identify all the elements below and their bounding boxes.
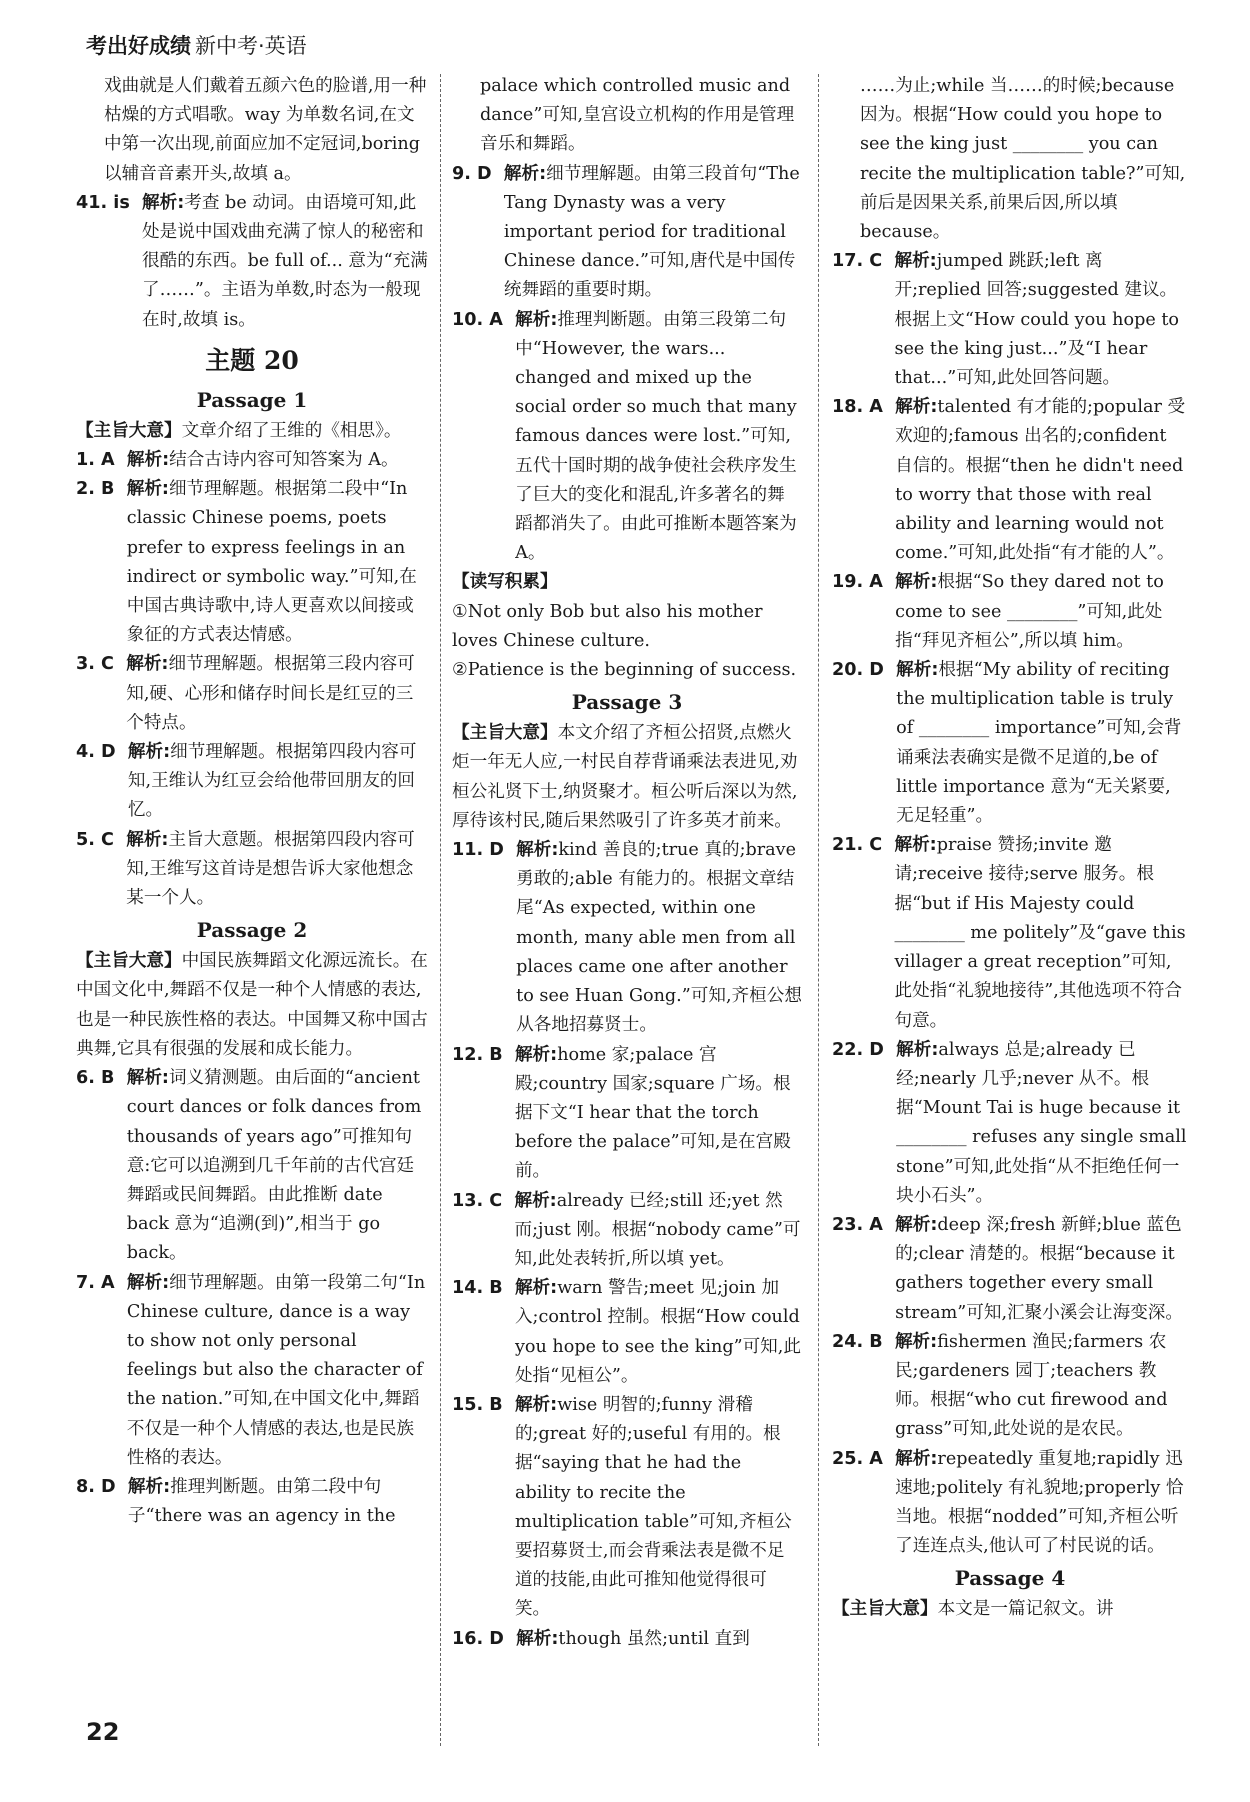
answer-number: 19. A (832, 572, 896, 593)
answer-number: 4. D (76, 742, 128, 763)
answer-body (896, 1036, 1188, 1211)
answer-item (452, 1041, 802, 1187)
summary-label: 【主旨大意】 (452, 723, 558, 744)
answer-body (895, 1328, 1188, 1445)
summary-text: 文章介绍了王维的《相思》。 (181, 420, 402, 441)
answer-number: 10. A (452, 309, 516, 330)
analysis-label: 解析: (895, 572, 938, 593)
answer-item (76, 189, 428, 335)
answer-body (895, 1445, 1188, 1562)
summary-text: 本文介绍了齐桓公招贤,点燃火炬一年无人应,一村民自荐背诵乘法表进见,劝桓公礼贤下士,纳贤聚才。桓公听后深以为然,厚待该村民,随后果然吸引了许多英才前来。 (452, 723, 798, 831)
column-middle (452, 72, 802, 1654)
answer-text: deep 深;fresh 新鲜;blue 蓝色的;clear 清楚的。根据“because it gathers together every small stream”可知,汇聚小溪会让海变深。 (895, 1214, 1183, 1323)
answer-number: 41. is (76, 192, 143, 213)
answer-number: 24. B (832, 1331, 895, 1352)
answer-text: 细节理解题。由第一段第二句“In Chinese culture, dance is a way to show not only personal feelings but also the character of the nation.”可知,在中国文化中,舞蹈不仅是一种个人情感的表达,也是民族性格的表达。 (126, 1272, 426, 1468)
analysis-label: 解析: (126, 479, 169, 500)
analysis-label: 解析: (894, 1331, 938, 1352)
analysis-label: 解析: (126, 1272, 170, 1293)
answer-number: 15. B (452, 1394, 515, 1415)
answer-text: already 已经;still 还;yet 然而;just 刚。根据“nobody came”可知,此处表转折,所以填 yet。 (514, 1190, 801, 1269)
summary-block (452, 719, 802, 836)
answer-item (832, 568, 1188, 656)
answer-body (126, 826, 428, 914)
analysis-label: 解析: (126, 654, 169, 675)
summary-block (76, 417, 428, 446)
continued-text: ……为止;while 当……的时候;because 因为。根据“How could you hope to see the king just ________ you can recite the multiplication table?”可知,前后是因果关系,前果后因,所以填 because。 (860, 76, 1186, 243)
analysis-label: 解析: (896, 660, 939, 681)
answer-number: 22. D (832, 1039, 897, 1060)
analysis-label: 解析: (516, 1628, 559, 1649)
analysis-label: 解析: (503, 163, 547, 184)
answer-item (452, 1391, 802, 1625)
answer-text: 推理判断题。由第三段第二句中“However, the wars... changed and mixed up the social order so much that many famous dances were lost.”可知,五代十国时期的战争使社会秩序发生了巨大的变化和混乱,许多著名的舞蹈都消失了。由此可推断本题答案为 A。 (515, 309, 797, 564)
answer-text: 词义猜测题。由后面的“ancient court dances or folk dances from thousands of years ago”可推知句意:它可以追溯到几千年前的古代宫廷舞蹈或民间舞蹈。由此推断 date back 意为“追溯(到)”,相当于 go back。 (126, 1068, 422, 1264)
analysis-label: 解析: (516, 840, 559, 861)
answer-text: warn 警告;meet 见;join 加入;control 控制。根据“How could you hope to see the king”可知,此处指“见桓公”。 (514, 1278, 801, 1386)
answer-number: 3. C (76, 654, 127, 675)
answer-body (896, 656, 1188, 831)
column-divider (818, 74, 819, 1746)
answer-text: 考查 be 动词。由语境可知,此处是说中国戏曲充满了惊人的秘密和很酷的东西。be full of... 意为“充满了……”。主语为单数,时态为一般现在时,故填 is。 (142, 192, 428, 330)
answer-text: repeatedly 重复地;rapidly 迅速地;politely 有礼貌地;properly 恰当地。根据“nodded”可知,齐桓公听了连连点头,他认可了村民说的话。 (895, 1448, 1184, 1557)
answer-number: 18. A (832, 397, 896, 418)
answer-item (76, 1064, 428, 1268)
answer-number: 17. C (832, 251, 895, 272)
analysis-label: 解析: (126, 450, 170, 471)
analysis-label: 解析: (514, 1278, 558, 1299)
header-brand: 考出好成绩 (86, 34, 191, 58)
analysis-label: 解析: (127, 1476, 171, 1497)
summary-text: 本文是一篇记叙文。讲 (937, 1599, 1114, 1620)
answer-item (76, 738, 428, 826)
summary-label: 【读写积累】 (452, 572, 558, 593)
summary-label: 【主旨大意】 (832, 1599, 938, 1620)
analysis-label: 解析: (126, 829, 169, 850)
continued-text: palace which controlled music and dance”可知,皇宫设立机构的作用是管理音乐和舞蹈。 (480, 76, 795, 155)
passage-heading: Passage 1 (196, 387, 308, 412)
answer-body (895, 393, 1188, 568)
answer-text: praise 赞扬;invite 邀请;receive 接待;serve 服务。根据“but if His Majesty could ________ me politely”及“gave this villager a great reception”可知,此处指“礼貌地接待”,其他选项不符合句意。 (894, 835, 1186, 1031)
answer-body (514, 1187, 802, 1275)
summary-block (452, 568, 802, 597)
answer-text: 推理判断题。由第二段中句子“there was an agency in the (127, 1476, 396, 1527)
analysis-label: 解析: (514, 1190, 557, 1211)
summary-label: 【主旨大意】 (76, 420, 182, 441)
answer-text: wise 明智的;funny 滑稽的;great 好的;useful 有用的。根据“saying that he had the ability to recite the multiplication table”可知,齐桓公要招募贤士,而会背乘法表是微不足道的技能,由此可推知他觉得很可笑。 (514, 1394, 792, 1620)
answer-text: jumped 跳跃;left 离开;replied 回答;suggested 建议。根据上文“How could you hope to see the king just...”及“I hear that...”可知,此处回答问题。 (894, 251, 1179, 389)
answer-body (515, 1041, 802, 1187)
answer-body (127, 1269, 428, 1473)
answer-item (76, 826, 428, 914)
analysis-label: 解析: (895, 397, 938, 418)
answer-item (452, 1625, 802, 1654)
analysis-label: 解析: (127, 742, 171, 763)
answer-text: 细节理解题。由第三段首句“The Tang Dynasty was a very important period for traditional Chinese dance.”可知,唐代是中国传统舞蹈的重要时期。 (503, 163, 800, 301)
answer-number: 2. B (76, 479, 127, 500)
answer-text: 细节理解题。根据第二段中“In classic Chinese poems, poets prefer to express feelings in an indirect or symbolic way.”可知,在中国古典诗歌中,诗人更喜欢以间接或象征的方式表达情感。 (126, 479, 417, 646)
analysis-label: 解析: (895, 1448, 938, 1469)
answer-body (127, 475, 428, 650)
answer-text: kind 善良的;true 真的;brave 勇敢的;able 有能力的。根据文章结尾“As expected, within one month, many able men from all places came one after another to see Huan Gong.”可知,齐桓公想从各地招募贤士。 (516, 840, 802, 1036)
answer-body (128, 1473, 428, 1531)
answer-item (832, 247, 1188, 393)
column-divider (440, 74, 441, 1746)
answer-item (76, 650, 428, 738)
column-left (76, 72, 428, 1531)
answer-item (832, 1445, 1188, 1562)
analysis-label: 解析: (894, 835, 937, 856)
answer-text: fishermen 渔民;farmers 农民;gardeners 园丁;teachers 教师。根据“who cut firewood and grass”可知,此处说的是农民。 (894, 1331, 1168, 1440)
answer-item (832, 1328, 1188, 1445)
summary-block (832, 1595, 1188, 1624)
answer-number: 5. C (76, 829, 127, 850)
analysis-label: 解析: (894, 251, 937, 272)
answer-text: 根据“So they dared not to come to see ________”可知,此处指“拜见齐桓公”,所以填 him。 (895, 572, 1164, 651)
answer-body (894, 831, 1188, 1035)
answer-item (452, 160, 802, 306)
answer-body (127, 1064, 428, 1268)
answer-item (452, 1187, 802, 1275)
summary-label: 【主旨大意】 (76, 951, 182, 972)
answer-item (76, 446, 428, 475)
analysis-label: 解析: (126, 1068, 169, 1089)
answer-number: 6. B (76, 1068, 127, 1089)
answer-body (142, 189, 428, 335)
column-right (832, 72, 1188, 1625)
answer-item (452, 306, 802, 569)
answer-number: 9. D (452, 163, 504, 184)
answer-number: 11. D (452, 840, 517, 861)
answer-number: 1. A (76, 450, 127, 471)
analysis-label: 解析: (895, 1214, 938, 1235)
answer-body (515, 1274, 802, 1391)
answer-text: always 总是;already 已经;nearly 几乎;never 从不。根据“Mount Tai is huge because it ________ refuses any single small stone”可知,此处指“从不拒绝任何一块小石头”。 (896, 1039, 1187, 1206)
answer-text: 细节理解题。根据第四段内容可知,王维认为红豆会给他带回朋友的回忆。 (127, 742, 417, 821)
page-header (86, 30, 307, 60)
answer-number: 7. A (76, 1272, 127, 1293)
answer-number: 8. D (76, 1476, 128, 1497)
passage-heading: Passage 3 (571, 690, 683, 715)
continued-text: 戏曲就是人们戴着五颜六色的脸谱,用一种枯燥的方式唱歌。way 为单数名词,在文中第一次出现,前面应加不定冠词,boring 以辅音音素开头,故填 a。 (104, 76, 427, 184)
analysis-label: 解析: (514, 1044, 558, 1065)
answer-text: 根据“My ability of reciting the multiplication table is truly of ________ importance”可知,会背诵乘法表确实是微不足道的,be of little importance 意为“无关紧要,无足轻重”。 (896, 660, 1182, 827)
answer-text: talented 有才能的;popular 受欢迎的;famous 出名的;confident 自信的。根据“then he didn't need to worry that those with real ability and learning would not come.”可知,此处指“有才能的人”。 (895, 397, 1186, 564)
answer-item (76, 1269, 428, 1473)
answer-item (452, 1274, 802, 1391)
answer-number: 21. C (832, 835, 895, 856)
answer-number: 20. D (832, 660, 897, 681)
plain-text: ②Patience is the beginning of success. (452, 660, 797, 681)
answer-body (516, 1625, 802, 1654)
passage-heading: Passage 4 (954, 1566, 1066, 1591)
answer-text: 细节理解题。根据第三段内容可知,硬、心形和储存时间长是红豆的三个特点。 (126, 654, 415, 733)
answer-body (894, 247, 1188, 393)
answer-body (128, 738, 428, 826)
summary-text: 中国民族舞蹈文化源远流长。在中国文化中,舞蹈不仅是一种个人情感的表达,也是一种民族性格的表达。中国舞又称中国古典舞,它具有很强的发展和成长能力。 (76, 951, 428, 1059)
answer-number: 23. A (832, 1214, 896, 1235)
answer-item (832, 1036, 1188, 1211)
answer-body (895, 568, 1188, 656)
answer-item (832, 831, 1188, 1035)
answer-number: 13. C (452, 1190, 515, 1211)
answer-body (126, 650, 428, 738)
answer-item (832, 656, 1188, 831)
answer-body (516, 836, 802, 1040)
analysis-label: 解析: (514, 1394, 558, 1415)
answer-body (504, 160, 802, 306)
answer-text: 结合古诗内容可知答案为 A。 (169, 450, 399, 471)
header-subtitle: 新中考·英语 (195, 34, 307, 58)
answer-body (127, 446, 428, 475)
answer-number: 14. B (452, 1278, 515, 1299)
answer-body (895, 1211, 1188, 1328)
summary-block (76, 947, 428, 1064)
answer-number: 12. B (452, 1044, 515, 1065)
answer-text: 主旨大意题。根据第四段内容可知,王维写这首诗是想告诉大家他想念某一个人。 (126, 829, 415, 909)
answer-body (515, 306, 802, 569)
analysis-label: 解析: (896, 1039, 939, 1060)
page-number: 22 (86, 1718, 120, 1746)
answer-item (76, 475, 428, 650)
answer-body (515, 1391, 802, 1625)
answer-item (452, 836, 802, 1040)
analysis-label: 解析: (515, 309, 558, 330)
plain-text: ①Not only Bob but also his mother loves Chinese culture. (452, 601, 763, 651)
answer-item (832, 1211, 1188, 1328)
answer-number: 25. A (832, 1448, 896, 1469)
answer-text: home 家;palace 宫殿;country 国家;square 广场。根据下文“I hear that the torch before the palace”可知,是在宫殿前。 (514, 1044, 791, 1182)
answer-item (76, 1473, 428, 1531)
analysis-label: 解析: (142, 192, 185, 213)
answer-text: though 虽然;until 直到 (558, 1628, 750, 1649)
answer-number: 16. D (452, 1628, 517, 1649)
answer-item (832, 393, 1188, 568)
topic-heading: 主题 20 (205, 345, 299, 375)
passage-heading: Passage 2 (196, 918, 308, 943)
